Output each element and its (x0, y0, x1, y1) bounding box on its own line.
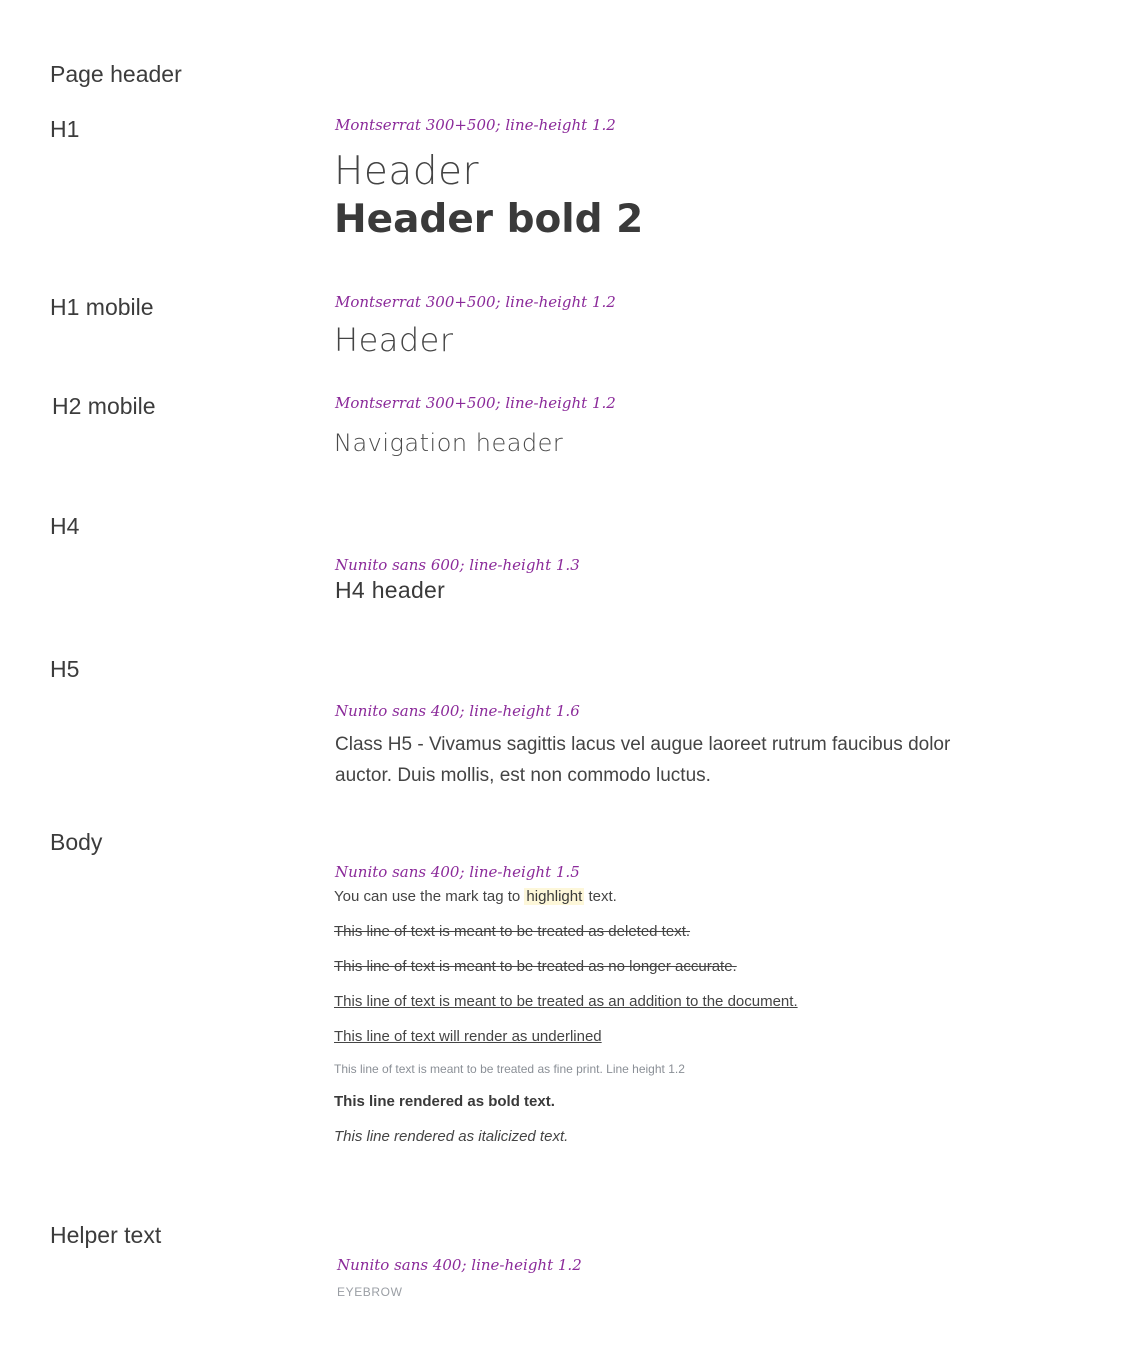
h2-mobile-sample: Navigation header (334, 429, 564, 457)
section-label-helper-text: Helper text (50, 1222, 162, 1248)
spec-note-helper-text: Nunito sans 400; line-height 1.2 (337, 1256, 582, 1274)
inserted-text-line: This line of text is meant to be treated as an addition to the document. (334, 993, 798, 1010)
spec-note-h1-mobile: Montserrat 300+500; line-height 1.2 (335, 293, 616, 311)
mark-example-after: text. (588, 888, 617, 905)
section-label-h1-mobile: H1 mobile (50, 294, 154, 320)
spec-note-h2-mobile: Montserrat 300+500; line-height 1.2 (335, 394, 616, 412)
h1-mobile-sample: Header (334, 321, 454, 359)
underlined-text-line: This line of text will render as underlined (334, 1028, 602, 1045)
section-label-h5: H5 (50, 656, 80, 682)
spec-note-h4: Nunito sans 600; line-height 1.3 (335, 556, 580, 574)
spec-note-body: Nunito sans 400; line-height 1.5 (335, 863, 580, 881)
h5-sample: Class H5 - Vivamus sagittis lacus vel augue laoreet rutrum faucibus dolor auctor. Duis mollis, est non commodo luctus. (335, 734, 951, 787)
eyebrow-sample: EYEBROW (337, 1285, 403, 1299)
h4-sample: H4 header (335, 577, 446, 603)
spec-note-h5: Nunito sans 400; line-height 1.6 (335, 702, 580, 720)
h1-sample-bold: Header bold 2 (334, 197, 644, 242)
deleted-text-line: This line of text is meant to be treated as deleted text. (334, 923, 691, 940)
spec-note-h1: Montserrat 300+500; line-height 1.2 (335, 116, 616, 134)
mark-example-before: You can use the mark tag to (334, 888, 521, 905)
italic-text-line: This line rendered as italicized text. (334, 1128, 569, 1145)
mark-highlight: highlight (526, 888, 583, 905)
section-label-h2-mobile: H2 mobile (52, 393, 156, 419)
section-label-h1: H1 (50, 116, 80, 142)
strikethrough-text-line: This line of text is meant to be treated as no longer accurate. (334, 958, 737, 975)
section-label-h4: H4 (50, 513, 80, 539)
mark-example-line (334, 888, 617, 905)
bold-text-line: This line rendered as bold text. (334, 1093, 555, 1110)
h1-sample-light: Header (334, 149, 480, 194)
section-label-body: Body (50, 829, 103, 855)
fine-print-line: This line of text is meant to be treated as fine print. Line height 1.2 (334, 1062, 685, 1076)
page-title: Page header (50, 61, 182, 87)
